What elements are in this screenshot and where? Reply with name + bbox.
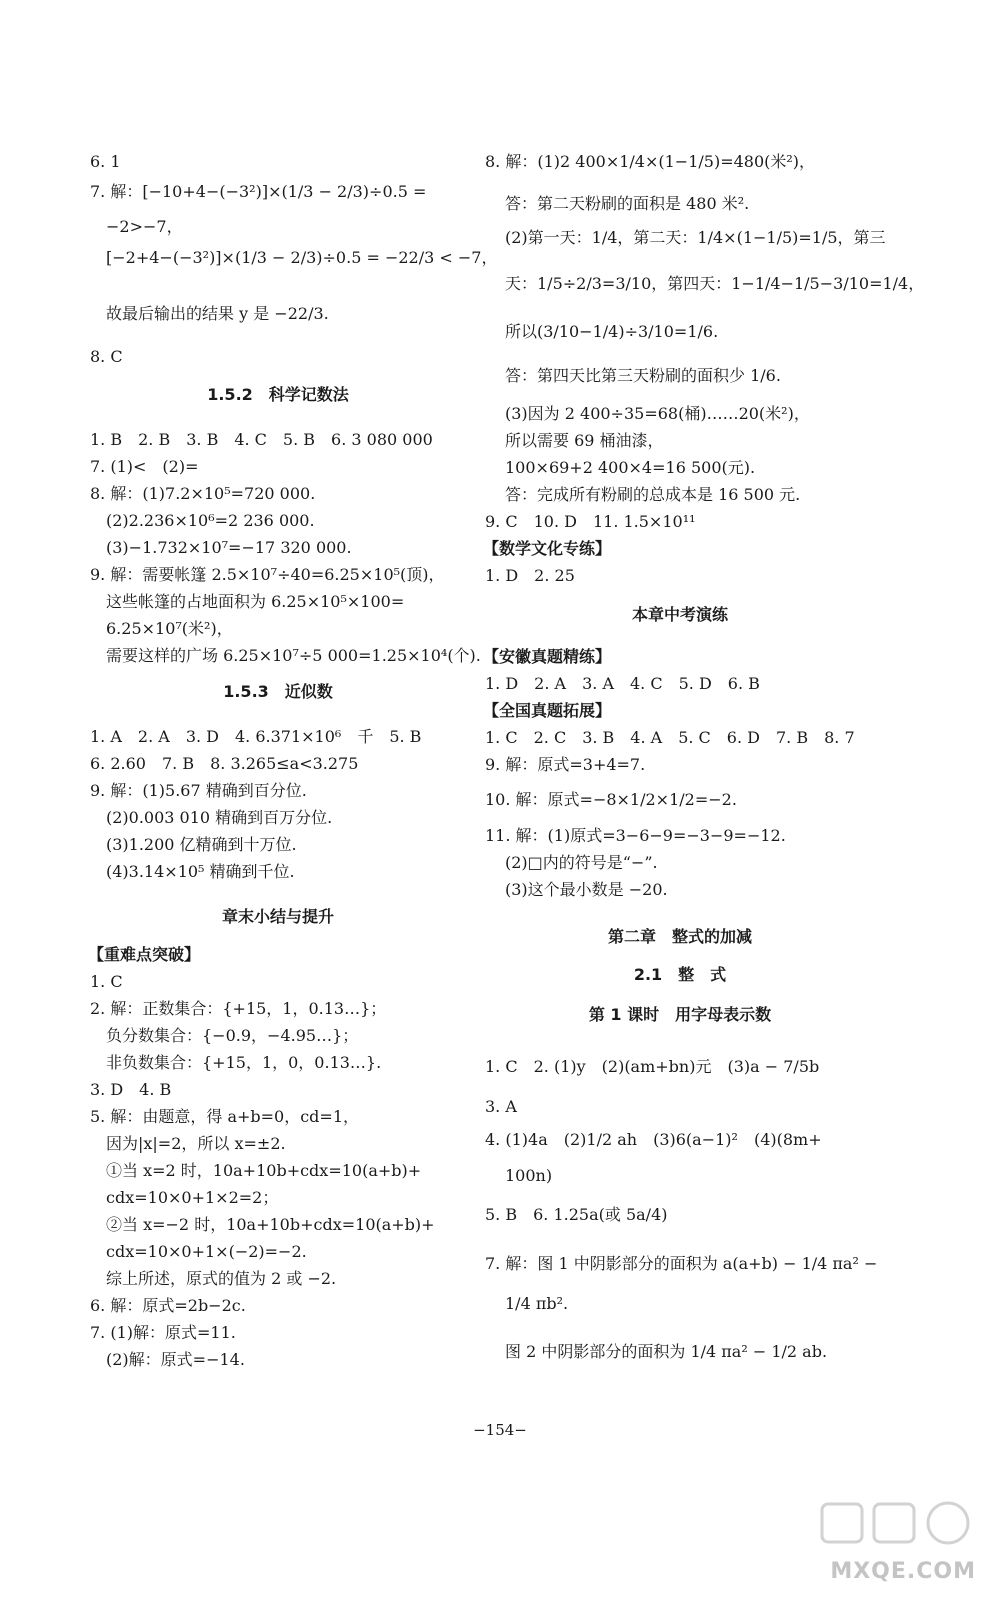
answer-line: 综上所述，原式的值为 2 或 −2. xyxy=(106,1269,337,1288)
answer-line: 11. 解：(1)原式=3−6−9=−3−9=−12. xyxy=(485,826,786,845)
answer-line: 8. C xyxy=(90,347,123,366)
answer-line: 非负数集合：{+15，1，0，0.13…}. xyxy=(106,1053,382,1072)
answer-line: 9. C 10. D 11. 1.5×10¹¹ xyxy=(485,512,696,531)
answer-line: 答：第四天比第三天粉刷的面积少 1/6. xyxy=(505,366,781,385)
answer-line: 8. 解：(1)2 400×1/4×(1−1/5)=480(米²)， xyxy=(485,152,816,171)
answer-line: 这些帐篷的占地面积为 6.25×10⁵×100= xyxy=(106,592,405,611)
answer-line: 1. D 2. 25 xyxy=(485,566,575,585)
answer-line: 1. C 2. C 3. B 4. A 5. C 6. D 7. B 8. 7 xyxy=(485,728,855,747)
answer-line: 5. 解：由题意，得 a+b=0，cd=1， xyxy=(90,1107,360,1126)
answer-line: 故最后输出的结果 y 是 −22/3. xyxy=(106,304,329,323)
answer-line: (3)因为 2 400÷35=68(桶)……20(米²)， xyxy=(505,404,810,423)
answer-line: 3. A xyxy=(485,1097,517,1116)
section-label: 【重难点突破】 xyxy=(88,945,201,964)
answer-line: (2)□内的符号是“−”. xyxy=(505,853,658,872)
answer-line: 所以需要 69 桶油漆， xyxy=(505,431,664,450)
answer-line: 答：完成所有粉刷的总成本是 16 500 元. xyxy=(505,485,801,504)
answer-line: 7. (1)< (2)= xyxy=(90,457,199,476)
answer-line: ②当 x=−2 时，10a+10b+cdx=10(a+b)+ xyxy=(106,1215,435,1234)
answer-line: 9. 解：需要帐篷 2.5×10⁷÷40=6.25×10⁵(顶)， xyxy=(90,565,445,584)
answer-line: 1. C 2. (1)y (2)(am+bn)元 (3)a − 7/5b xyxy=(485,1057,820,1076)
answer-line: 负分数集合：{−0.9，−4.95…}； xyxy=(106,1026,359,1045)
answer-line: (2)解：原式=−14. xyxy=(106,1350,245,1369)
answer-line: 需要这样的广场 6.25×10⁷÷5 000=1.25×10⁴(个). xyxy=(106,646,481,665)
answer-line: cdx=10×0+1×(−2)=−2. xyxy=(106,1242,307,1261)
section-heading: 第二章 整式的加减 xyxy=(607,927,753,946)
answer-line: 1. B 2. B 3. B 4. C 5. B 6. 3 080 000 xyxy=(90,430,433,449)
page-number: −154− xyxy=(473,1421,527,1439)
answer-line: 10. 解：原式=−8×1/2×1/2=−2. xyxy=(485,790,737,809)
watermark-text: MXQE.COM xyxy=(830,1559,976,1584)
answer-line: (3)−1.732×10⁷=−17 320 000. xyxy=(106,538,352,557)
section-heading: 2.1 整 式 xyxy=(633,965,727,984)
answer-line: (4)3.14×10⁵ 精确到千位. xyxy=(106,862,295,881)
answer-line: 2. 解：正数集合：{+15，1，0.13…}； xyxy=(90,999,387,1018)
answer-line: (3)1.200 亿精确到十万位. xyxy=(106,835,297,854)
answer-line: (2)0.003 010 精确到百万分位. xyxy=(106,808,333,827)
answer-line: 3. D 4. B xyxy=(90,1080,172,1099)
section-heading: 章末小结与提升 xyxy=(221,907,335,926)
section-heading: 本章中考演练 xyxy=(631,605,729,624)
answer-line: −2>−7， xyxy=(106,217,183,236)
answer-line: 1. A 2. A 3. D 4. 6.371×10⁶ 千 5. B xyxy=(90,727,422,746)
answer-line: 答：第二天粉刷的面积是 480 米². xyxy=(505,194,750,213)
answer-line: 100×69+2 400×4=16 500(元). xyxy=(505,458,756,477)
section-heading: 第 1 课时 用字母表示数 xyxy=(588,1005,772,1024)
answer-line: 6. 2.60 7. B 8. 3.265≤a<3.275 xyxy=(90,754,359,773)
answer-line: (2)2.236×10⁶=2 236 000. xyxy=(106,511,315,530)
answer-line: 8. 解：(1)7.2×10⁵=720 000. xyxy=(90,484,316,503)
section-heading: 1.5.3 近似数 xyxy=(223,682,333,701)
answer-line: 100n) xyxy=(505,1166,553,1185)
answer-line: 1/4 πb². xyxy=(505,1294,569,1313)
answer-line: 6. 解：原式=2b−2c. xyxy=(90,1296,246,1315)
answer-line: (3)这个最小数是 −20. xyxy=(505,880,668,899)
answer-line: 图 2 中阴影部分的面积为 1/4 πa² − 1/2 ab. xyxy=(505,1342,828,1361)
answer-line: 9. 解：(1)5.67 精确到百分位. xyxy=(90,781,307,800)
answer-line: 7. 解：[−10+4−(−3²)]×(1/3 − 2/3)÷0.5 = xyxy=(90,182,427,201)
answer-line: ①当 x=2 时，10a+10b+cdx=10(a+b)+ xyxy=(106,1161,422,1180)
answer-line: 因为|x|=2，所以 x=±2. xyxy=(106,1134,286,1153)
answer-line: 5. B 6. 1.25a(或 5a/4) xyxy=(485,1205,668,1224)
answer-line: 7. (1)解：原式=11. xyxy=(90,1323,236,1342)
section-label: 【数学文化专练】 xyxy=(483,539,612,558)
answer-line: 7. 解：图 1 中阴影部分的面积为 a(a+b) − 1/4 πa² − xyxy=(485,1254,878,1273)
answer-line: 9. 解：原式=3+4=7. xyxy=(485,755,646,774)
answer-line: cdx=10×0+1×2=2； xyxy=(106,1188,279,1207)
answer-line: (2)第一天：1/4，第二天：1/4×(1−1/5)=1/5，第三 xyxy=(505,228,886,247)
answer-line: 6.25×10⁷(米²)， xyxy=(106,619,233,638)
answer-line: 1. D 2. A 3. A 4. C 5. D 6. B xyxy=(485,674,760,693)
answer-line: 4. (1)4a (2)1/2 ah (3)6(a−1)² (4)(8m+ xyxy=(485,1130,822,1149)
section-label: 【全国真题拓展】 xyxy=(483,701,612,720)
section-heading: 1.5.2 科学记数法 xyxy=(207,385,349,404)
answer-line: 所以(3/10−1/4)÷3/10=1/6. xyxy=(505,322,719,341)
answer-line: 天：1/5÷2/3=3/10，第四天：1−1/4−1/5−3/10=1/4， xyxy=(505,274,925,293)
section-label: 【安徽真题精练】 xyxy=(483,647,612,666)
answer-line: 6. 1 xyxy=(90,152,121,171)
answer-line: [−2+4−(−3²)]×(1/3 − 2/3)÷0.5 = −22/3 < −7， xyxy=(106,248,498,267)
answer-line: 1. C xyxy=(90,972,123,991)
